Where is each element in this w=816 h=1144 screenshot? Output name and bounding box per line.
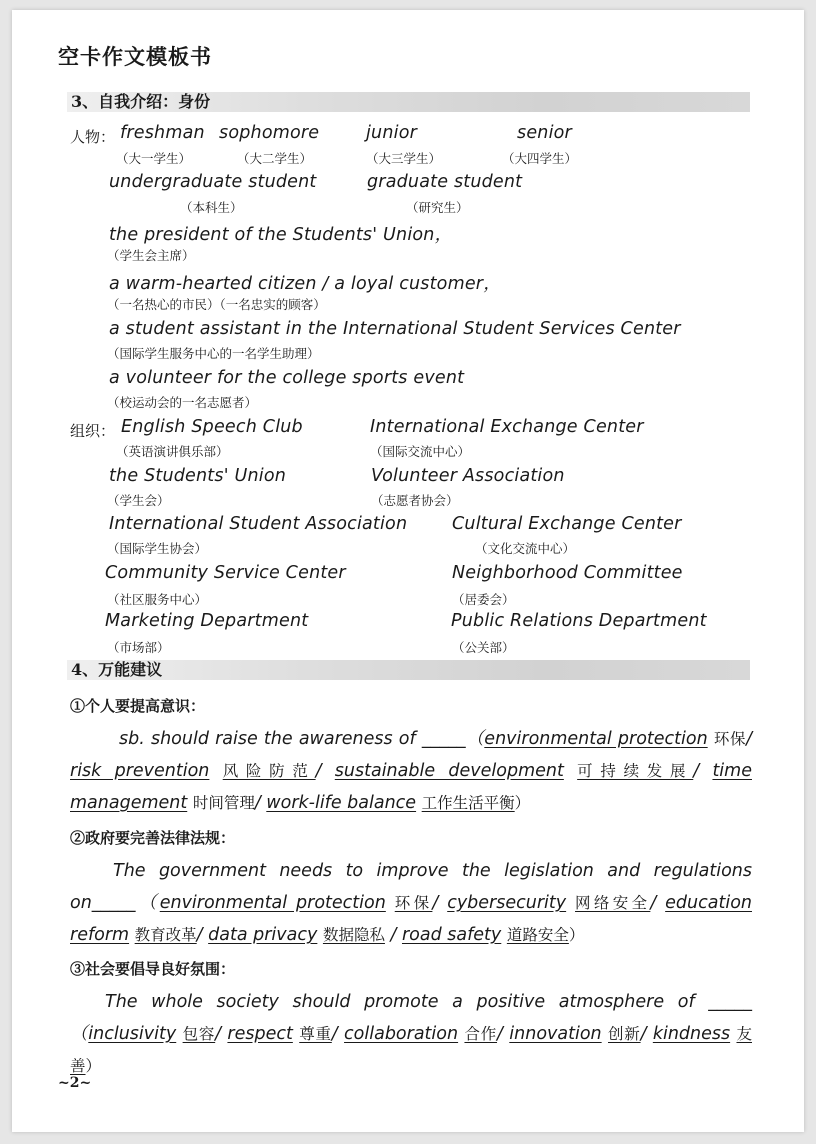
suggestion-2-lead: The government needs to improve the legislation and regulations on_____（ xyxy=(70,861,752,913)
role-student-assistant: a student assistant in the International Student Services Center xyxy=(109,319,681,339)
phrase-2-5-cn: 道路安全 xyxy=(506,926,569,944)
phrase-2-1: environmental protection xyxy=(159,893,386,913)
org-neighborhood-committee-cn: （居委会） xyxy=(452,592,515,607)
section-3-header xyxy=(67,92,750,112)
phrase-2-1-cn: 环保 xyxy=(394,894,433,912)
people-label: 人物： xyxy=(70,128,116,146)
role-citizen-customer-cn: （一名热心的市民）（一名忠实的顾客） xyxy=(107,297,326,312)
page-number: ~2~ xyxy=(58,1075,92,1091)
org-volunteer-association: Volunteer Association xyxy=(371,466,565,486)
phrase-1-3: sustainable development xyxy=(334,761,564,781)
suggestion-2-heading: ②政府要完善法律法规： xyxy=(70,829,236,847)
phrase-2-2-cn: 网络安全 xyxy=(575,894,651,912)
phrase-3-4: innovation xyxy=(509,1024,602,1044)
phrase-1-2-cn: 风险防范 xyxy=(222,762,316,780)
phrase-1-4: time management xyxy=(70,761,752,813)
phrase-1-4-cn: 时间管理 xyxy=(192,794,255,812)
phrase-3-2-cn: 尊重 xyxy=(299,1025,332,1043)
org-speech-club-cn: （英语演讲俱乐部） xyxy=(116,444,229,459)
suggestion-3-close: ） xyxy=(85,1057,102,1075)
role-sports-volunteer-cn: （校运动会的一名志愿者） xyxy=(107,395,258,410)
phrase-2-3-cn: 教育改革 xyxy=(134,926,197,944)
suggestion-2-close: ） xyxy=(568,926,585,944)
org-intl-student-association-cn: （国际学生协会） xyxy=(107,541,208,556)
phrase-3-2: respect xyxy=(227,1024,293,1044)
phrase-2-4: data privacy xyxy=(208,925,318,945)
phrase-1-5: work-life balance xyxy=(266,793,417,813)
role-graduate: graduate student xyxy=(367,172,523,192)
role-sports-volunteer: a volunteer for the college sports event xyxy=(109,368,465,388)
phrase-1-1: environmental protection xyxy=(484,729,708,749)
suggestion-1-lead: sb. should raise the awareness of _____（ xyxy=(119,729,485,749)
org-neighborhood-committee: Neighborhood Committee xyxy=(452,563,683,583)
phrase-1-2: risk prevention xyxy=(70,761,210,781)
org-speech-club: English Speech Club xyxy=(121,417,303,437)
org-volunteer-association-cn: （志愿者协会） xyxy=(371,493,459,508)
suggestion-2-paragraph: The government needs to improve the legislation and regulations on_____（environmental protection 环保/ cybersecurity 网络安全/ education reform 教育改革/ data privacy 数据隐私 / road safety 道路安全） xyxy=(70,861,752,945)
section-4-header xyxy=(67,660,750,680)
role-senior-cn: （大四学生） xyxy=(502,151,578,166)
suggestion-1-paragraph: sb. should raise the awareness of _____（environmental protection 环保/ risk prevention 风险防范/ sustainable development 可持续发展/ time management 时间管理/ work-life balance 工作生活平衡） xyxy=(70,729,752,813)
phrase-2-3: education reform xyxy=(70,893,752,945)
phrase-3-1: inclusivity xyxy=(88,1024,177,1044)
phrase-3-3-cn: 合作 xyxy=(464,1025,498,1043)
role-junior: junior xyxy=(366,123,418,143)
org-exchange-center-cn: （国际交流中心） xyxy=(370,444,471,459)
role-citizen-customer: a warm-hearted citizen / a loyal customer， xyxy=(109,274,501,294)
role-senior: senior xyxy=(517,123,572,143)
role-sophomore-cn: （大二学生） xyxy=(237,151,313,166)
phrase-3-3: collaboration xyxy=(344,1024,459,1044)
org-public-relations: Public Relations Department xyxy=(451,611,707,631)
org-marketing-cn: （市场部） xyxy=(107,640,170,655)
org-students-union: the Students' Union xyxy=(109,466,287,486)
phrase-2-2: cybersecurity xyxy=(447,893,567,913)
document-title: 空卡作文模板书 xyxy=(58,44,212,69)
role-student-assistant-cn: （国际学生服务中心的一名学生助理） xyxy=(107,346,320,361)
org-intl-student-association: International Student Association xyxy=(109,514,408,534)
suggestion-3-lead: The whole society should promote a positive atmosphere of _____（ xyxy=(70,992,752,1044)
suggestion-3-paragraph: The whole society should promote a positive atmosphere of _____（inclusivity 包容/ respect 尊重/ collaboration 合作/ innovation 创新/ kindness 友善） xyxy=(70,992,752,1075)
role-freshman: freshman xyxy=(120,123,205,143)
phrase-1-1-cn: 环保 xyxy=(713,730,747,748)
suggestion-1-heading: ①个人要提高意识： xyxy=(70,697,206,715)
phrase-3-5-cn: 友善 xyxy=(70,1025,752,1075)
role-union-president: the president of the Students' Union， xyxy=(109,225,453,245)
org-community-service: Community Service Center xyxy=(105,563,346,583)
role-union-president-cn: （学生会主席） xyxy=(107,248,195,263)
role-graduate-cn: （研究生） xyxy=(406,200,469,215)
org-cultural-exchange-cn: （文化交流中心） xyxy=(475,541,576,556)
role-undergraduate: undergraduate student xyxy=(109,172,317,192)
section-3-title: 3、自我介绍：身份 xyxy=(71,92,211,111)
org-label: 组织： xyxy=(70,422,116,440)
phrase-3-5: kindness xyxy=(652,1024,731,1044)
org-public-relations-cn: （公关部） xyxy=(452,640,515,655)
section-4-title: 4、万能建议 xyxy=(71,660,163,679)
phrase-1-5-cn: 工作生活平衡 xyxy=(421,794,515,812)
suggestion-3-heading: ③社会要倡导良好氛围： xyxy=(70,960,236,978)
phrase-2-4-cn: 数据隐私 xyxy=(322,926,385,944)
role-junior-cn: （大三学生） xyxy=(366,151,442,166)
org-cultural-exchange: Cultural Exchange Center xyxy=(452,514,682,534)
document-page xyxy=(12,10,804,1132)
org-exchange-center: International Exchange Center xyxy=(370,417,644,437)
phrase-1-3-cn: 可持续发展 xyxy=(577,762,694,780)
org-students-union-cn: （学生会） xyxy=(107,493,170,508)
phrase-2-5: road safety xyxy=(401,925,502,945)
role-sophomore: sophomore xyxy=(219,123,320,143)
org-community-service-cn: （社区服务中心） xyxy=(107,592,208,607)
phrase-3-1-cn: 包容 xyxy=(182,1025,216,1043)
role-freshman-cn: （大一学生） xyxy=(116,151,192,166)
phrase-3-4-cn: 创新 xyxy=(608,1025,641,1043)
suggestion-1-close: ） xyxy=(514,794,531,812)
role-undergraduate-cn: （本科生） xyxy=(180,200,243,215)
org-marketing: Marketing Department xyxy=(105,611,309,631)
